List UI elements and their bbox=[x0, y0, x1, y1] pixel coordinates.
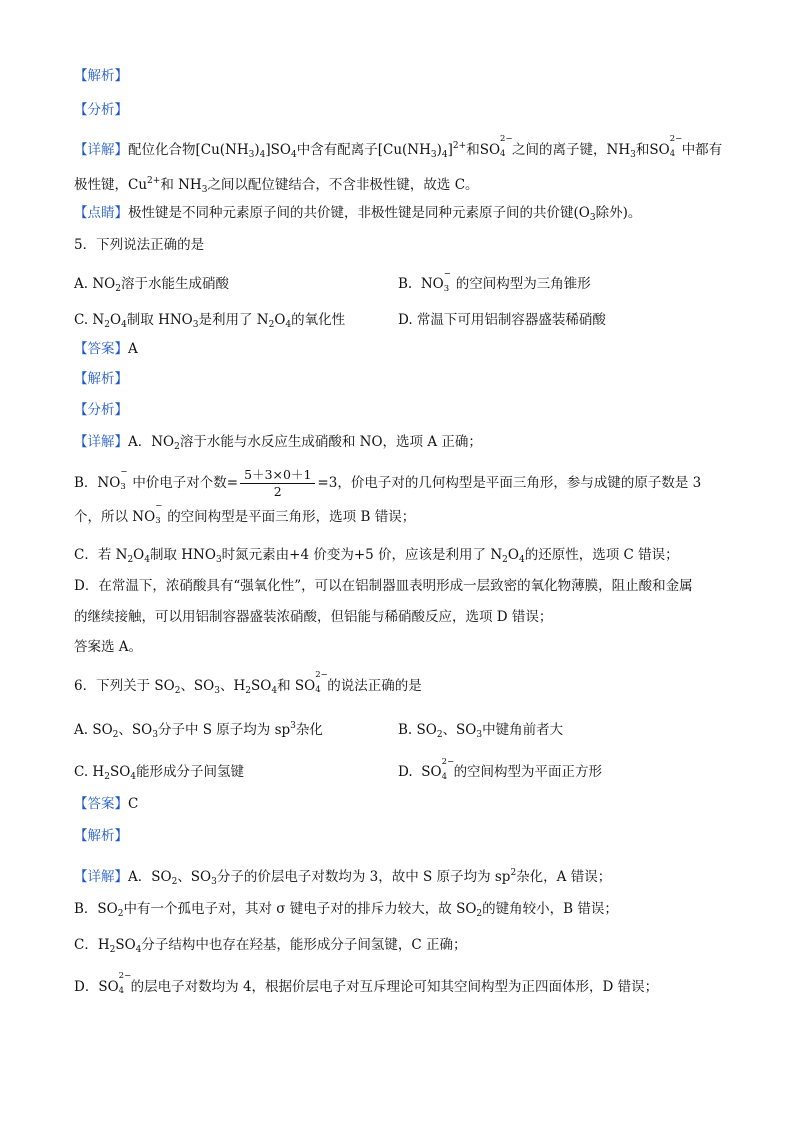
q5-breakdown-heading: 【分析】 bbox=[74, 402, 128, 418]
q5-detail-d: D．在常温下，浓硝酸具有“强氧化性”，可以在铝制器皿表明形成一层致密的氧化物薄膜，阻止酸和金属 bbox=[74, 578, 693, 594]
nitrate-ion: NO − 3 bbox=[132, 501, 163, 526]
q5-answer: 【答案】A bbox=[74, 341, 138, 357]
q5-detail-a: 【详解】A．$NO_2$溶于水能与水反应生成硝酸和 NO，选项 A 正确； bbox=[74, 434, 482, 452]
q6-option-c: C. $H_2SO_4$能形成分子间氢键 bbox=[74, 764, 245, 782]
detail-tag: 【详解】 bbox=[74, 434, 128, 450]
q5-detail-b: B．NO − 3 中价电子对个数= $\frac{5+3\times 0+1}{2}$ =3，价电子对的几何构型是平面三角形，参与成键的原子数是 3 bbox=[74, 467, 702, 499]
q6-option-d: D. SO 2− 4 的空间构型为平面正方形 bbox=[398, 757, 603, 782]
q4-detail-line-2: 极性键，$Cu^{2+}$和 $NH_3$之间以配位键结合，不含非极性键，故选 C。 bbox=[74, 176, 479, 195]
answer-tag: 【答案】 bbox=[74, 796, 128, 812]
sulfate-ion: SO 2− 4 bbox=[294, 670, 328, 695]
q6-detail-a: 【详解】A．$SO_2$、$SO_3$分子的价层电子对数均为 3，故中 S 原子均为 $sp^2$杂化，A 错误； bbox=[74, 868, 612, 887]
q5-option-a: A. $NO_2$溶于水能生成硝酸 bbox=[74, 276, 229, 294]
q6-detail-d: D．SO 2− 4 的层电子对数均为 4，根据价层电子对互斥理论可知其空间构型为正四面体形，D 错误； bbox=[74, 971, 659, 996]
q5-stem: 5．下列说法正确的是 bbox=[74, 237, 205, 253]
nitrate-ion: NO − 3 bbox=[420, 269, 451, 294]
q5-detail-b-cont: 个，所以 NO − 3 的空间构型是平面三角形，选项 B 错误； bbox=[74, 501, 416, 526]
sulfate-ion: SO 2− 4 bbox=[649, 134, 683, 159]
q6-detail-b: B．$SO_2$中有一个孤电子对，其对 σ 键电子对的排斥力较大，故 $SO_2$的键角较小，B 错误； bbox=[74, 901, 618, 919]
detail-tag: 【详解】 bbox=[74, 869, 128, 885]
detail-tag: 【详解】 bbox=[74, 142, 128, 158]
q5-option-b: B. NO − 3 的空间构型为三角锥形 bbox=[398, 269, 591, 294]
sulfate-ion: SO 2− 4 bbox=[479, 134, 513, 159]
breakdown-heading: 【分析】 bbox=[74, 102, 128, 118]
q5-analysis-heading: 【解析】 bbox=[74, 371, 128, 387]
q4-tip-line: 【点睛】极性键是不同种元素原子间的共价键，非极性键是同种元素原子间的共价键($O_3$除外)。 bbox=[74, 205, 642, 223]
q5-detail-d-cont: 的继续接触，可以用铝制容器盛装浓硝酸，但铝能与稀硝酸反应，选项 D 错误； bbox=[74, 609, 553, 625]
q6-option-a: A. $SO_2$、$SO_3$分子中 S 原子均为 $sp^3$杂化 bbox=[74, 721, 323, 740]
valence-fraction: $\frac{5+3\times 0+1}{2}$ bbox=[240, 467, 315, 500]
q5-option-d: D. 常温下可用铝制容器盛装稀硝酸 bbox=[398, 312, 606, 328]
q4-detail-line-1: 【详解】配位化合物$[Cu(NH_3)_4]SO_4$中含有配离子$[Cu(NH_3)_4]^{2+}$和SO 2− 4 之间的离子键，$NH_3$和SO 2− 4 中都有 bbox=[74, 134, 723, 160]
q5-detail-c: C．若 $N_2O_4$制取 $HNO_3$时氮元素由+4 价变为+5 价，应该是利用了 $N_2O_4$的还原性，选项 C 错误； bbox=[74, 547, 679, 565]
answer-tag: 【答案】 bbox=[74, 341, 128, 357]
nitrate-ion: NO − 3 bbox=[97, 467, 128, 492]
q6-option-b: B. $SO_2$、$SO_3$中键角前者大 bbox=[398, 722, 564, 740]
q6-answer: 【答案】C bbox=[74, 796, 139, 812]
q6-detail-c: C．$H_2SO_4$分子结构中也存在羟基，能形成分子间氢键，C 正确； bbox=[74, 937, 467, 955]
q5-option-c: C. $N_2O_4$制取 $HNO_3$是利用了 $N_2O_4$的氧化性 bbox=[74, 312, 346, 330]
sulfate-ion: SO 2− 4 bbox=[421, 757, 455, 782]
q5-final-answer: 答案选 A。 bbox=[74, 639, 143, 655]
tip-tag: 【点睛】 bbox=[74, 205, 128, 221]
sulfate-ion: SO 2− 4 bbox=[98, 971, 132, 996]
q6-stem: 6．下列关于 $SO_2$、$SO_3$、$H_2SO_4$和 SO 2− 4 的说法正确的是 bbox=[74, 670, 422, 696]
analysis-heading: 【解析】 bbox=[74, 68, 128, 84]
q6-analysis-heading: 【解析】 bbox=[74, 828, 128, 844]
